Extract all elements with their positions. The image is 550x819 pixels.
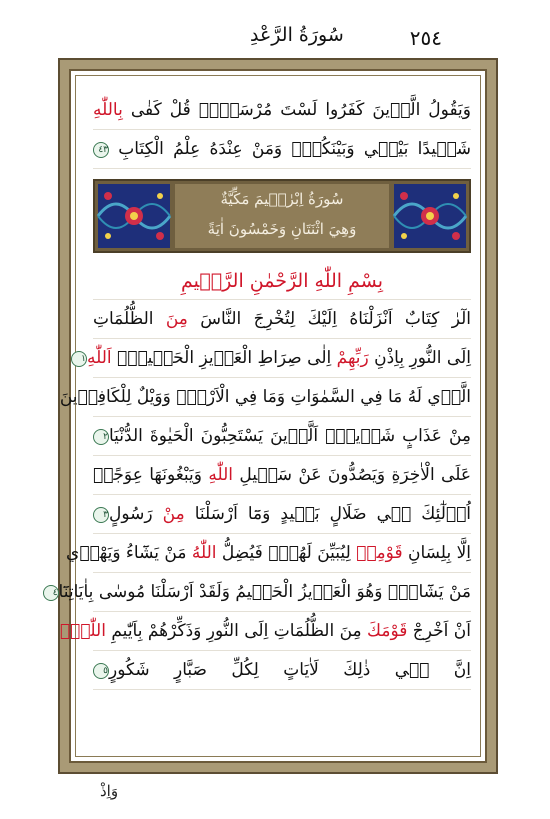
banner-title-area [175,184,389,248]
text-line [93,300,471,339]
highlighted-word: مِنَ [165,309,188,329]
page-header [60,22,490,50]
highlighted-word: اللّٰهِ [208,465,234,485]
line-text: مَنْ يَشَٓاءُۜ وَهُوَ الْعَز۪يزُ الْحَك۪يمُ [229,582,471,602]
text-line [93,651,471,690]
line-text: مَنْ يَشَٓاءُ وَيَهْد۪ي [66,543,192,563]
line-text: اِلَى النُّورِ بِاِذْنِ [368,348,471,368]
text-line [93,456,471,495]
surah-banner [93,179,471,253]
text-line [93,130,471,169]
line-text: الَّذ۪ي لَهُ مَا فِي السَّمٰوَاتِ وَمَا فِي الْاَرْضِۜ وَوَيْلٌ لِلْكَافِر۪ينَ [59,387,471,407]
ayah-number-marker: ١ [71,351,87,367]
highlighted-word: رَبِّهِمْ [336,348,369,368]
line-text: مِنْ عَذَابٍ شَد۪يدٍۙ [318,426,471,446]
highlighted-word: اَللّٰهِ [86,348,112,368]
floral-ornament-icon [98,184,170,248]
text-line [52,573,471,612]
text-line [59,378,471,417]
line-text: وَلَقَدْ اَرْسَلْنَا مُوسٰى بِاٰيَاتِنَٓا [58,582,230,602]
highlighted-word: بِاللّٰهِ [93,100,123,120]
line-text: عَلَى الْاٰخِرَةِ وَيَصُدُّونَ عَنْ سَب۪يلِ [233,465,471,485]
main-ayah-lines [52,300,472,690]
text-line [81,339,471,378]
text-line [66,534,471,573]
banner-ayah-count: وَهِيَ اثْنَتَانِ وَخَمْسُونَ اٰيَةً [207,220,357,238]
text-line [93,417,471,456]
highlighted-word: قَوْمَكَ [367,621,408,641]
line-text: اِلَّا بِلِسَانِ [402,543,471,563]
line-text: اِلٰى صِرَاطِ الْعَز۪يزِ الْحَم۪يدِۙ [111,348,337,368]
highlighted-word: اللّٰهُ [191,543,217,563]
line-text: الظُّلُمَاتِ [93,309,166,329]
line-text: وَمَٓا اَرْسَلْنَا [184,504,271,524]
line-text: اُو۬لٰٓئِكَ ف۪ي ضَلَالٍ بَع۪يدٍ [270,504,472,524]
line-text: اَنْ اَخْرِجْ [407,621,471,641]
line-text: شَه۪يدًا بَيْن۪ي وَبَيْنَكُمْۙ وَمَنْ عِنْدَهُ عِلْمُ الْكِتَابِ [109,139,471,159]
ayah-number-marker: ٤ [43,585,59,601]
page-frame-inner [52,69,487,763]
text-line [59,612,471,651]
basmala: بِسْمِ اللّٰهِ الرَّحْمٰنِ الرَّح۪يمِ [93,263,471,300]
line-text: رَسُولٍ [109,504,163,524]
highlighted-word: مِنْ [162,504,185,524]
text-block [52,91,472,690]
top-ayah-lines [93,91,471,169]
catchword: وَاِذْ [100,782,119,800]
line-text: مِنَ الظُّلُمَاتِ اِلَى النُّورِ وَذَكِّرْهُمْ بِاَيّٰيمِ [105,621,368,641]
surah-header-title: سُورَةُ الرَّعْدِ [250,24,344,46]
page-number: ٢٥٤ [409,26,442,50]
highlighted-word: قَوْمِه۪ [356,543,403,563]
line-text: الٓرٰ كِتَابٌ اَنْزَلْنَاهُ اِلَيْكَ لِتُخْرِجَ النَّاسَ [187,309,471,329]
floral-ornament-icon [394,184,466,248]
line-text: وَيَقُولُ الَّذ۪ينَ كَفَرُوا لَسْتَ مُرْسَلًاۜ قُلْ كَفٰى [122,100,471,120]
ayah-number-marker: ٣ [93,507,109,523]
highlighted-word: اللّٰهِۜ [59,621,106,641]
line-text: لِيُبَيِّنَ لَهُمْۜ فَيُضِلُّ [216,543,357,563]
page-frame [52,58,498,774]
line-text: وَيَبْغُونَهَا عِوَجًاۜ [93,465,209,485]
text-line [93,495,471,534]
ayah-number-marker: ٢ [93,429,109,445]
banner-surah-name: سُورَةُ اِبْرٰه۪يمَ مَكِّيَّةٌ [220,190,344,208]
ayah-number-marker: ٤٣ [93,142,109,158]
text-line [93,91,471,130]
ayah-number-marker: ٥ [93,663,109,679]
line-text: اَلَّذ۪ينَ يَسْتَحِبُّونَ الْحَيٰوةَ الدُّنْيَا [109,426,319,446]
line-text: اِنَّ ف۪ي ذٰلِكَ لَاٰيَاتٍ لِكُلِّ صَبَّارٍ شَكُورٍ [109,660,471,680]
